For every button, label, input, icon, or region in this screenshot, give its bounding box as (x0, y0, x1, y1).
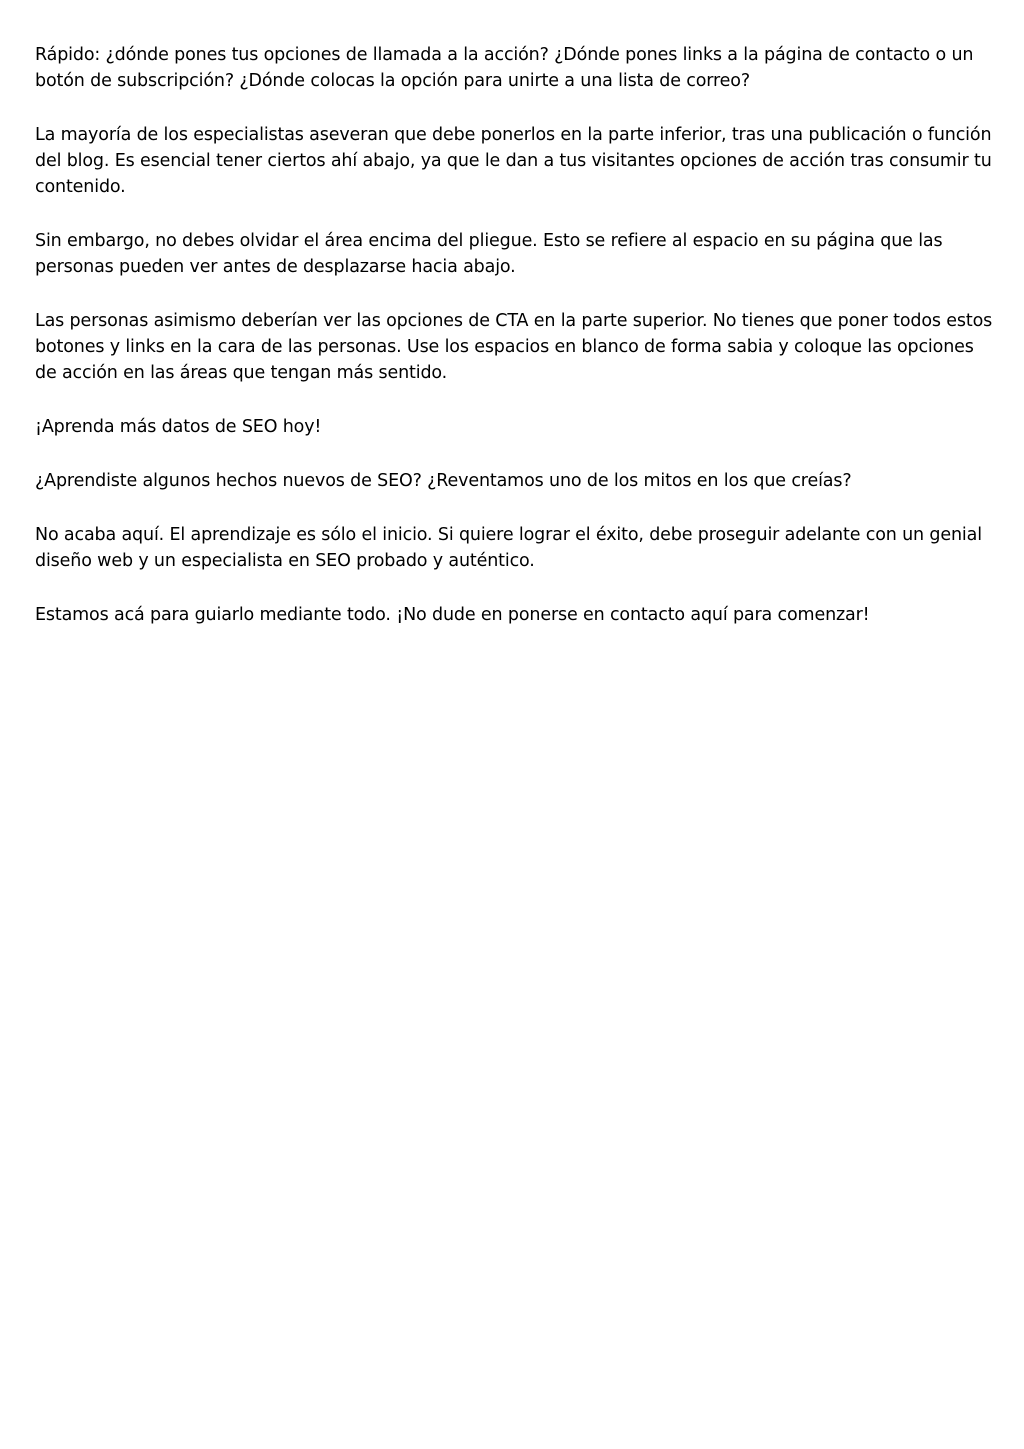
paragraph-contact: Estamos acá para guiarlo mediante todo. ¡No dude en ponerse en contacto aquí para comenzar! (35, 605, 870, 625)
document-page (35, 42, 995, 656)
paragraph-seo-myths: ¿Aprendiste algunos hechos nuevos de SEO? ¿Reventamos uno de los mitos en los que creías? (35, 471, 852, 491)
paragraph-learning-start: No acaba aquí. El aprendizaje es sólo el inicio. Si quiere lograr el éxito, debe proseguir adelante con un genial diseño web y un especialista en SEO probado y auténtico. (35, 525, 982, 571)
paragraph-learn-seo: ¡Aprenda más datos de SEO hoy! (35, 417, 322, 437)
paragraph-specialists-opinion: La mayoría de los especialistas aseveran que debe ponerlos en la parte inferior, tras una publicación o función del blog. Es esencial tener ciertos ahí abajo, ya que le dan a tus visitantes opciones de acción tras consumir tu contenido. (35, 125, 992, 197)
paragraph-cta-top: Las personas asimismo deberían ver las opciones de CTA en la parte superior. No tienes que poner todos estos botones y links en la cara de las personas. Use los espacios en blanco de forma sabia y coloque las opciones de acción en las áreas que tengan más sentido. (35, 311, 993, 383)
paragraph-above-the-fold: Sin embargo, no debes olvidar el área encima del pliegue. Esto se refiere al espacio en su página que las personas pueden ver antes de desplazarse hacia abajo. (35, 231, 943, 277)
paragraph-cta-question: Rápido: ¿dónde pones tus opciones de llamada a la acción? ¿Dónde pones links a la página de contacto o un botón de subscripción? ¿Dónde colocas la opción para unirte a una lista de correo? (35, 45, 974, 91)
